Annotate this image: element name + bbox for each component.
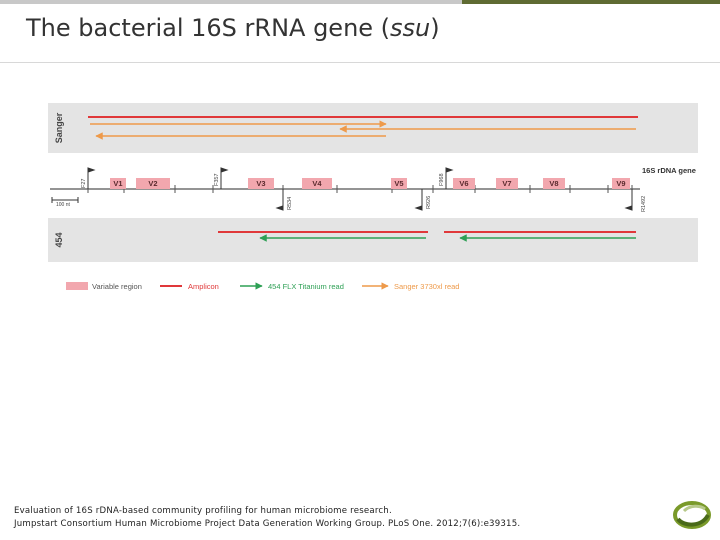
legend-amplicon: Amplicon: [188, 282, 219, 291]
legend-sanger-read: Sanger 3730xl read: [394, 282, 460, 291]
region-label-v7: V7: [502, 179, 512, 188]
swirl-logo-icon: [672, 497, 712, 531]
title-italic-ssu: ssu: [390, 14, 431, 42]
primer-f968: F968: [439, 173, 445, 186]
region-label-v1: V1: [113, 179, 123, 188]
legend-variable-region: Variable region: [92, 282, 142, 291]
region-label-v3: V3: [256, 179, 266, 188]
region-label-v6: V6: [459, 179, 469, 188]
454-panel-label: 454: [54, 232, 64, 248]
sanger-panel: [48, 103, 698, 153]
primer-r926: R926: [426, 195, 432, 209]
primer-r534: R534: [287, 196, 293, 210]
legend: [66, 282, 459, 291]
citation-line-1: Evaluation of 16S rDNA-based community profiling for human microbiome research.: [14, 506, 392, 516]
citation: [14, 505, 520, 531]
slide-title: The bacterial 16S rRNA gene (ssu): [26, 14, 440, 42]
region-label-v2: V2: [148, 179, 158, 188]
legend-flx-read: 454 FLX Titanium read: [268, 282, 344, 291]
gene-label: 16S rDNA gene: [642, 166, 696, 175]
sanger-panel-label: Sanger: [54, 112, 64, 144]
primer-f27: F27: [81, 178, 87, 188]
region-label-v9: V9: [616, 179, 626, 188]
region-label-v8: V8: [549, 179, 559, 188]
primer-r1492: R1492: [641, 195, 647, 212]
scale-label: 100 nt: [56, 202, 70, 208]
454-panel: [48, 218, 698, 262]
region-label-v5: V5: [394, 179, 404, 188]
region-label-v4: V4: [312, 179, 322, 188]
citation-line-2: Jumpstart Consortium Human Microbiome Project Data Generation Working Group. PLoS One. 2012;7(6):e39315.: [14, 519, 521, 529]
primer-f357: F357: [214, 173, 220, 186]
legend-swatch-variable: [66, 282, 88, 290]
